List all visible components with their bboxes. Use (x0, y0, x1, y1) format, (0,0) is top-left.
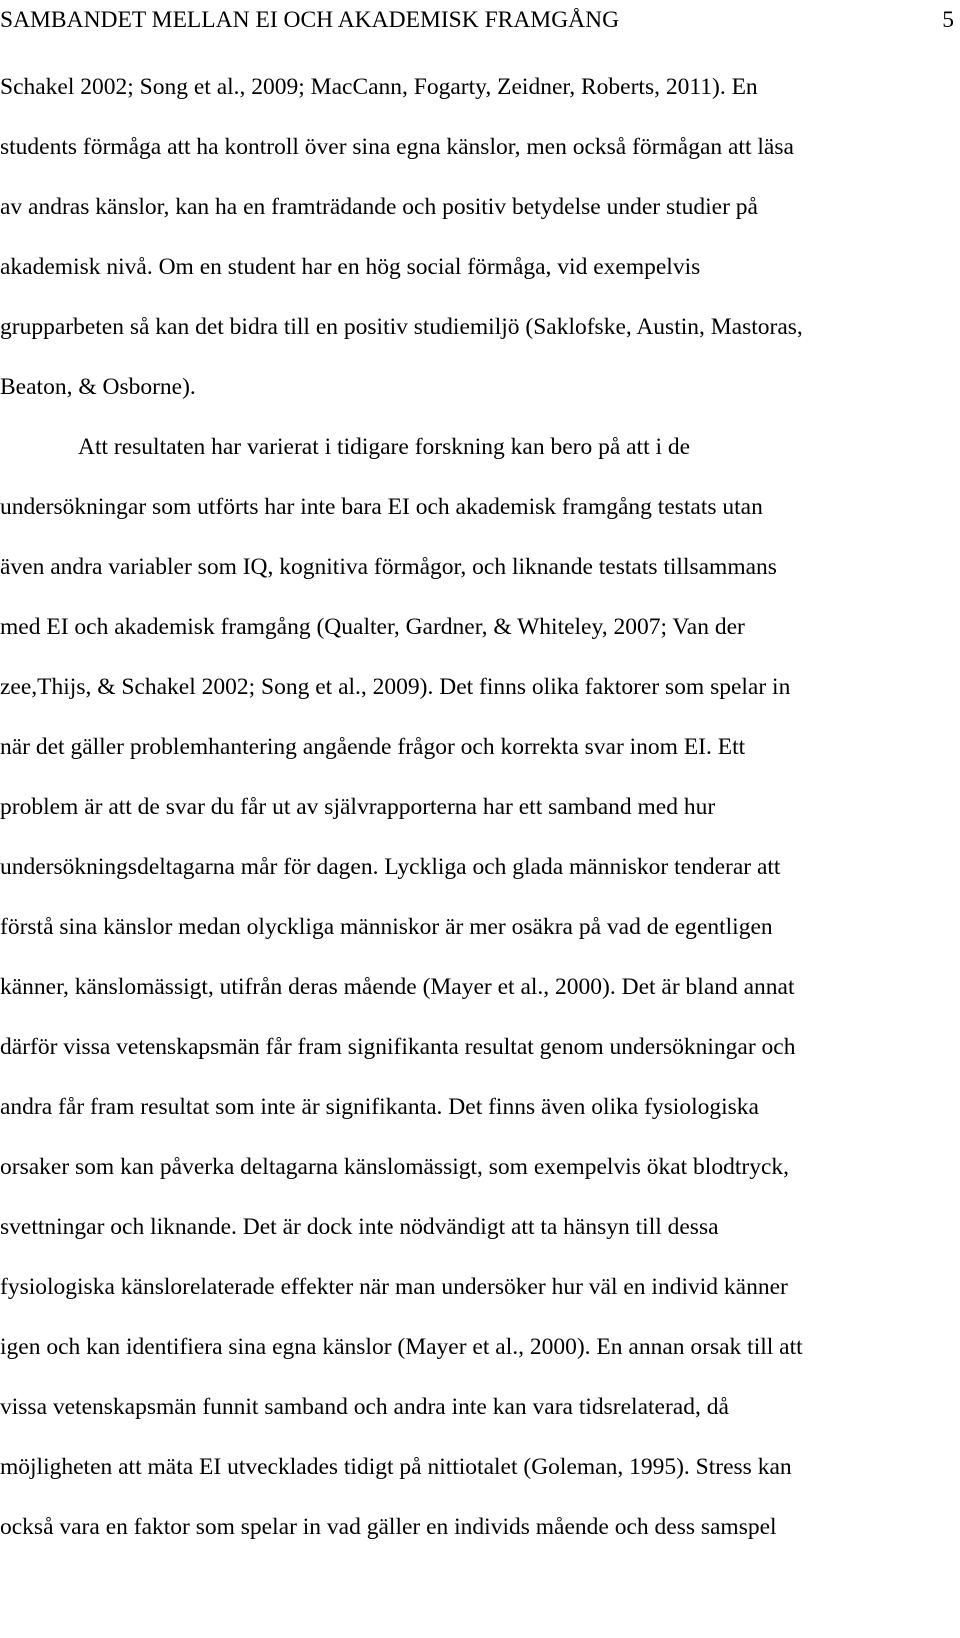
text-line: Schakel 2002; Song et al., 2009; MacCann, Fogarty, Zeidner, Roberts, 2011). En (0, 74, 758, 100)
text-line: andra får fram resultat som inte är signifikanta. Det finns även olika fysiologiska (0, 1094, 759, 1120)
running-head-title: SAMBANDET MELLAN EI OCH AKADEMISK FRAMGÅNG (0, 7, 620, 33)
text-line: även andra variabler som IQ, kognitiva förmågor, och liknande testats tillsammans (0, 554, 777, 580)
text-line: undersökningsdeltagarna mår för dagen. Lyckliga och glada människor tenderar att (0, 854, 781, 880)
text-line: möjligheten att mäta EI utvecklades tidigt på nittiotalet (Goleman, 1995). Stress kan (0, 1454, 792, 1480)
text-line: Beaton, & Osborne). (0, 374, 196, 400)
page-number: 5 (942, 7, 954, 33)
running-head (0, 2, 960, 38)
text-line: zee,Thijs, & Schakel 2002; Song et al., 2009). Det finns olika faktorer som spelar in (0, 674, 791, 700)
text-line: orsaker som kan påverka deltagarna känslomässigt, som exempelvis ökat blodtryck, (0, 1154, 789, 1180)
text-line: med EI och akademisk framgång (Qualter, Gardner, & Whiteley, 2007; Van der (0, 614, 745, 640)
text-line: undersökningar som utförts har inte bara EI och akademisk framgång testats utan (0, 494, 763, 520)
text-line: förstå sina känslor medan olyckliga människor är mer osäkra på vad de egentligen (0, 914, 773, 940)
text-line: också vara en faktor som spelar in vad gäller en individs mående och dess samspel (0, 1514, 777, 1540)
text-line: igen och kan identifiera sina egna känslor (Mayer et al., 2000). En annan orsak till att (0, 1334, 803, 1360)
text-line: students förmåga att ha kontroll över sina egna känslor, men också förmågan att läsa (0, 134, 794, 160)
text-line: svettningar och liknande. Det är dock inte nödvändigt att ta hänsyn till dessa (0, 1214, 719, 1240)
text-line: grupparbeten så kan det bidra till en positiv studiemiljö (Saklofske, Austin, Mastoras, (0, 314, 803, 340)
text-line: känner, känslomässigt, utifrån deras mående (Mayer et al., 2000). Det är bland annat (0, 974, 795, 1000)
text-line: därför vissa vetenskapsmän får fram signifikanta resultat genom undersökningar och (0, 1034, 796, 1060)
text-line: fysiologiska känslorelaterade effekter när man undersöker hur väl en individ känner (0, 1274, 788, 1300)
text-line: akademisk nivå. Om en student har en hög social förmåga, vid exempelvis (0, 254, 701, 280)
text-line: problem är att de svar du får ut av självrapporterna har ett samband med hur (0, 794, 716, 820)
text-line: vissa vetenskapsmän funnit samband och andra inte kan vara tidsrelaterad, då (0, 1394, 729, 1420)
text-line: av andras känslor, kan ha en framträdande och positiv betydelse under studier på (0, 194, 758, 220)
text-line: när det gäller problemhantering angående frågor och korrekta svar inom EI. Ett (0, 734, 746, 760)
paragraph-first-line: Att resultaten har varierat i tidigare forskning kan bero på att i de (78, 434, 691, 460)
